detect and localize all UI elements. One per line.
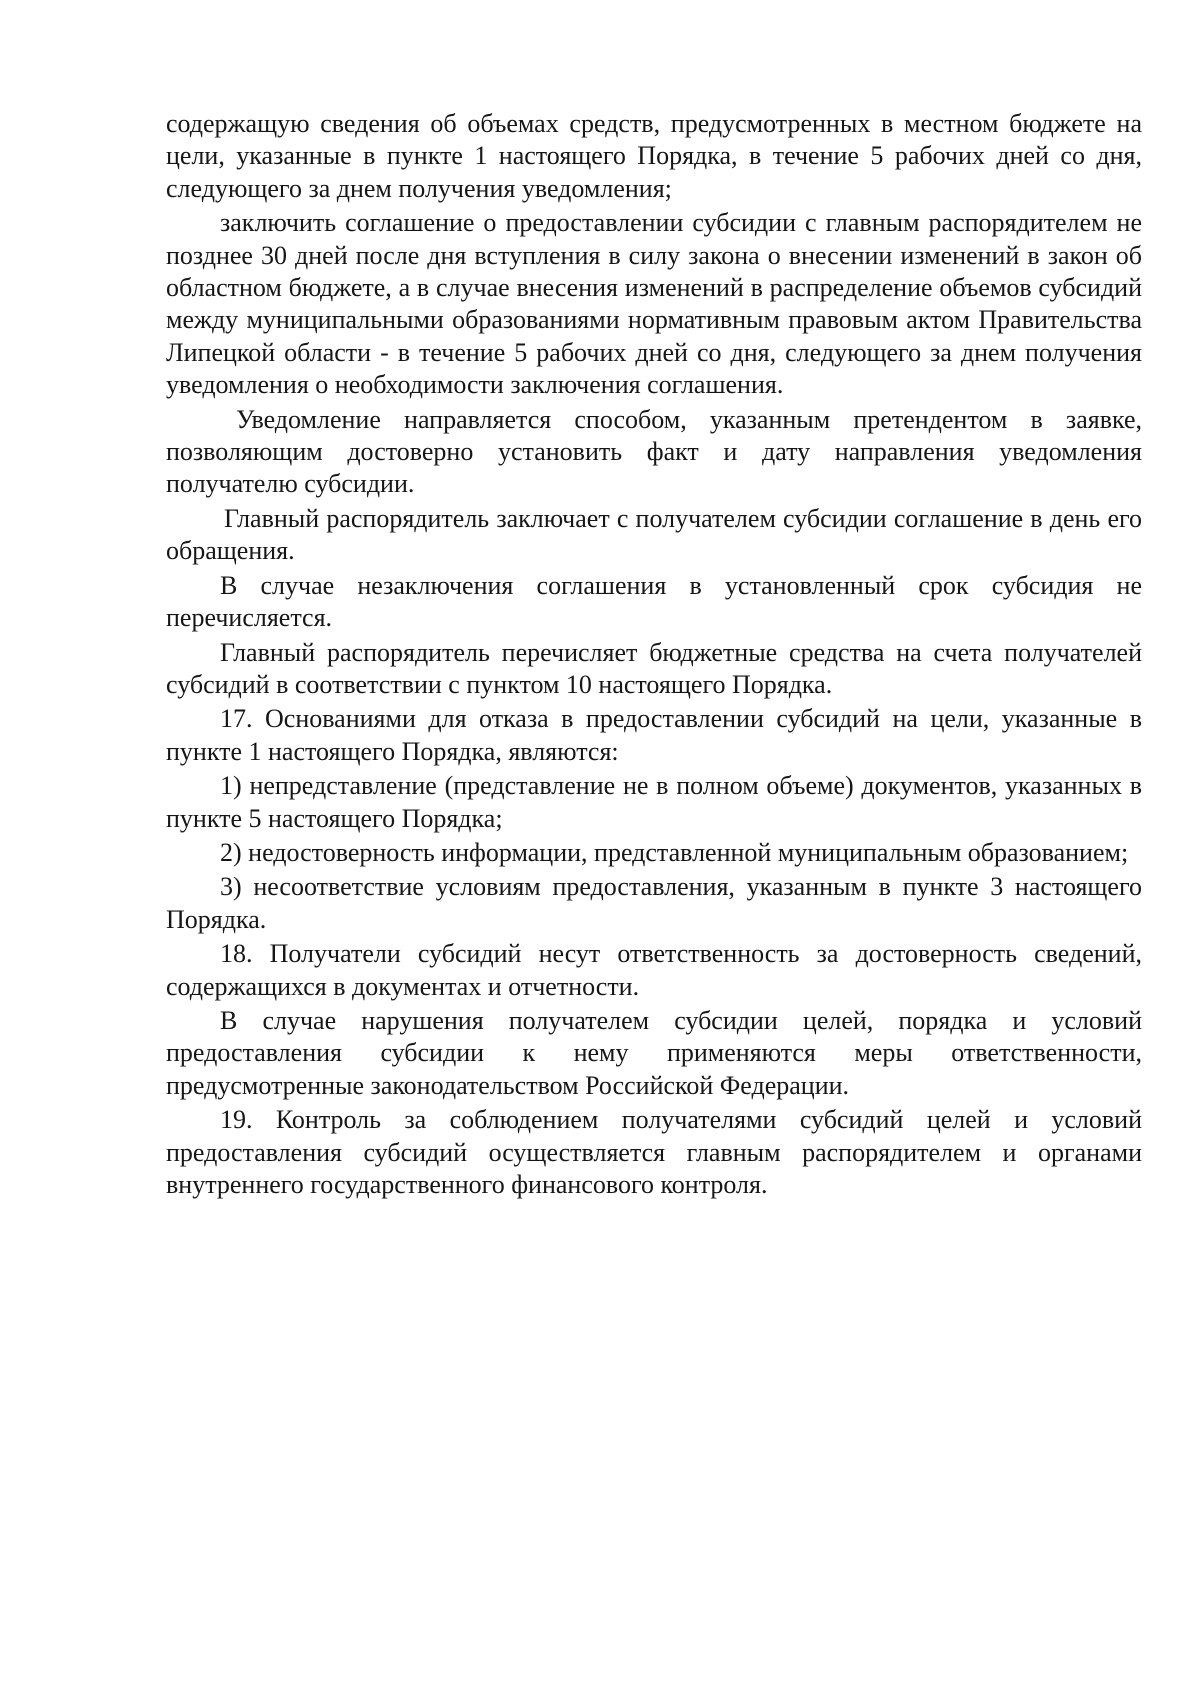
paragraph-main-distributor-agreement: Главный распорядитель заключает с получателем субсидии соглашение в день его обращения. [166,503,1142,566]
paragraph-item-17: 17. Основаниями для отказа в предоставлении субсидий на цели, указанные в пункте 1 настоящего Порядка, являются: [166,704,1142,766]
paragraph-item-17-2: 2) недостоверность информации, представленной муниципальным образованием; [220,837,1129,867]
paragraph-non-conclusion: В случае незаключения соглашения в установленный срок субсидия не перечисляется. [166,570,1142,633]
paragraph-liability: В случае нарушения получателем субсидии целей, порядка и условий предоставления субсидии к нему применяются меры ответственности, предусмотренные законодательством Российской Федерации. [166,1005,1142,1100]
paragraph-item-17-3: 3) несоответствие условиям предоставления, указанным в пункте 3 настоящего Порядка. [166,872,1142,934]
paragraph-continuation: содержащую сведения об объемах средств, предусмотренных в местном бюджете на цели, указанные в пункте 1 настоящего Порядка, в течение 5 рабочих дней со дня, следующего за днем получения уведомления; [166,109,1142,203]
paragraph-transfer-funds: Главный распорядитель перечисляет бюджетные средства на счета получателей субсидий в соответствии с пунктом 10 настоящего Порядка. [166,637,1142,699]
paragraph-item-19: 19. Контроль за соблюдением получателями субсидий целей и условий предоставления субсидий осуществляется главным распорядителем и органами внутреннего государственного финансового контроля. [166,1105,1142,1199]
paragraph-conclude-agreement: заключить соглашение о предоставлении субсидии с главным распорядителем не позднее 30 дней после дня вступления в силу закона о внесении изменений в закон об областном бюджете, а в случае внесения изменений в распределение объемов субсидий между муниципальными образованиями нормативным правовым актом Правительства Липецкой области - в течение 5 рабочих дней со дня, следующего за днем получения уведомления о необходимости заключения соглашения. [166,208,1142,400]
paragraph-item-17-1: 1) непредставление (представление не в полном объеме) документов, указанных в пункте 5 настоящего Порядка; [166,771,1142,833]
document-page [166,108,1142,1203]
paragraph-notification: Уведомление направляется способом, указанным претендентом в заявке, позволяющим достоверно установить факт и дату направления уведомления получателю субсидии. [166,404,1142,499]
paragraph-item-18: 18. Получатели субсидий несут ответственность за достоверность сведений, содержащихся в документах и отчетности. [166,939,1142,1001]
